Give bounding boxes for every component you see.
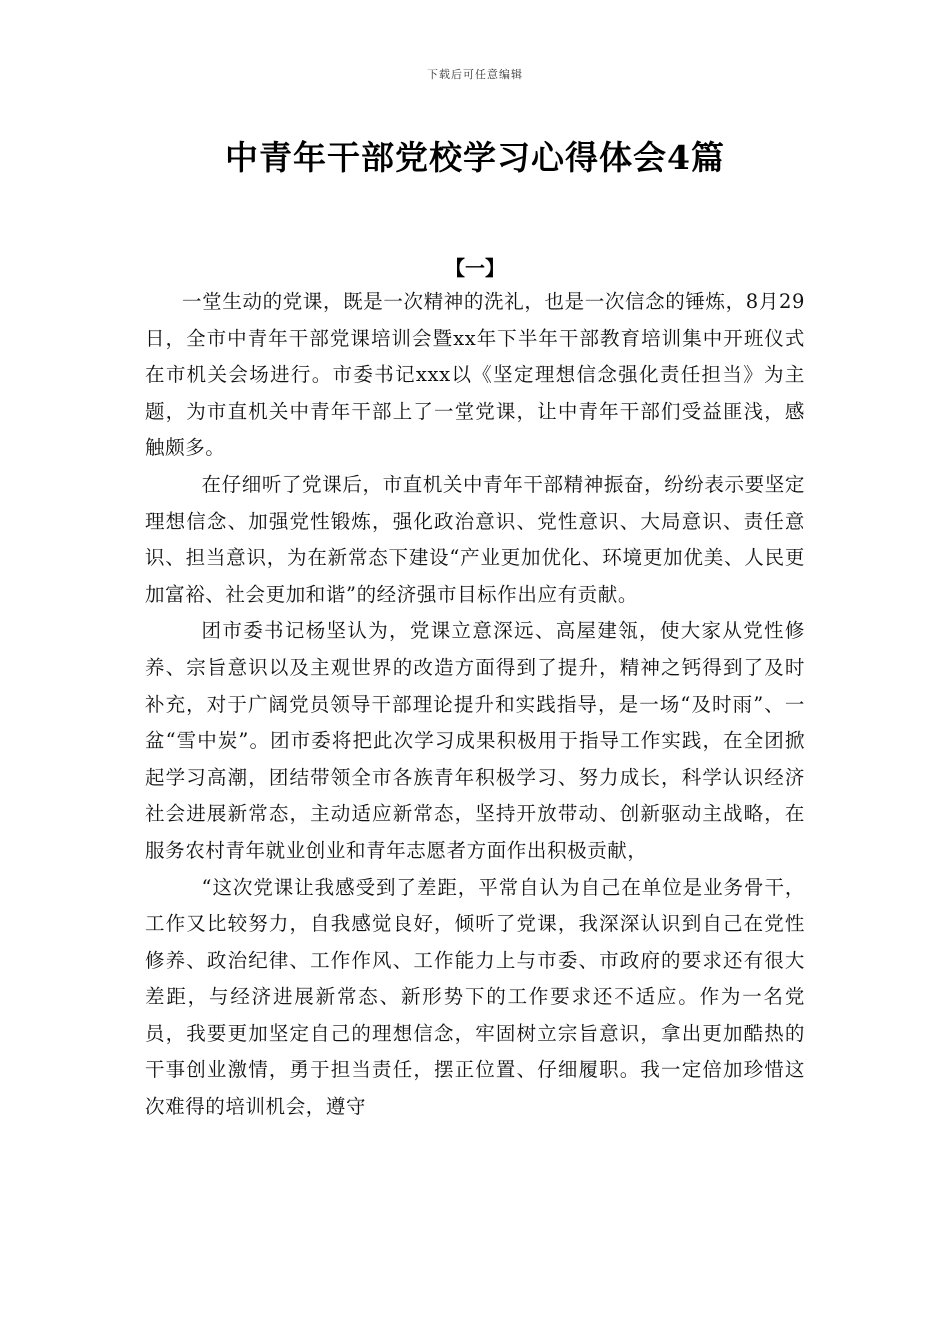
header-note: 下载后可任意编辑 <box>427 68 523 81</box>
section-heading: 【一】 <box>445 256 505 280</box>
paragraph: 团市委书记杨坚认为，党课立意深远、高屋建瓴，使大家从党性修养、宗旨意识以及主观世界的改造方面得到了提升，精神之钙得到了及时补充，对于广阔党员领导干部理论提升和实践指导，是一场“及时雨”、一盆“雪中炭”。团市委将把此次学习成果积极用于指导工作实践，在全团掀起学习高潮，团结带领全市各族青年积极学习、努力成长，科学认识经济社会进展新常态，主动适应新常态，坚持开放带动、创新驱动主战略，在服务农村青年就业创业和青年志愿者方面作出积极贡献， <box>145 619 805 862</box>
paragraph: 一堂生动的党课，既是一次精神的洗礼，也是一次信念的锤炼，8月29日，全市中青年干部党课培训会暨xx年下半年干部教育培训集中开班仪式在市机关会场进行。市委书记xxx以《坚定理想信念强化责任担当》为主题，为市直机关中青年干部上了一堂党课，让中青年干部们受益匪浅，感触颇多。 <box>145 290 805 460</box>
paragraph: “这次党课让我感受到了差距，平常自认为自己在单位是业务骨干，工作又比较努力，自我感觉良好，倾听了党课，我深深认识到自己在党性修养、政治纪律、工作作风、工作能力上与市委、市政府的要求还有很大差距，与经济进展新常态、新形势下的工作要求还不适应。作为一名党员，我要更加坚定自己的理想信念，牢固树立宗旨意识，拿出更加酷热的干事创业激情，勇于担当责任，摆正位置、仔细履职。我一定倍加珍惜这次难得的培训机会，遵守 <box>145 875 805 1119</box>
body-text <box>145 284 805 1126</box>
paragraph: 在仔细听了党课后，市直机关中青年干部精神振奋，纷纷表示要坚定理想信念、加强党性锻炼，强化政治意识、党性意识、大局意识、责任意识、担当意识，为在新常态下建设“产业更加优化、环境更加优美、人民更加富裕、社会更加和谐”的经济强市目标作出应有贡献。 <box>145 472 805 606</box>
document-title: 中青年干部党校学习心得体会4篇 <box>225 138 725 177</box>
